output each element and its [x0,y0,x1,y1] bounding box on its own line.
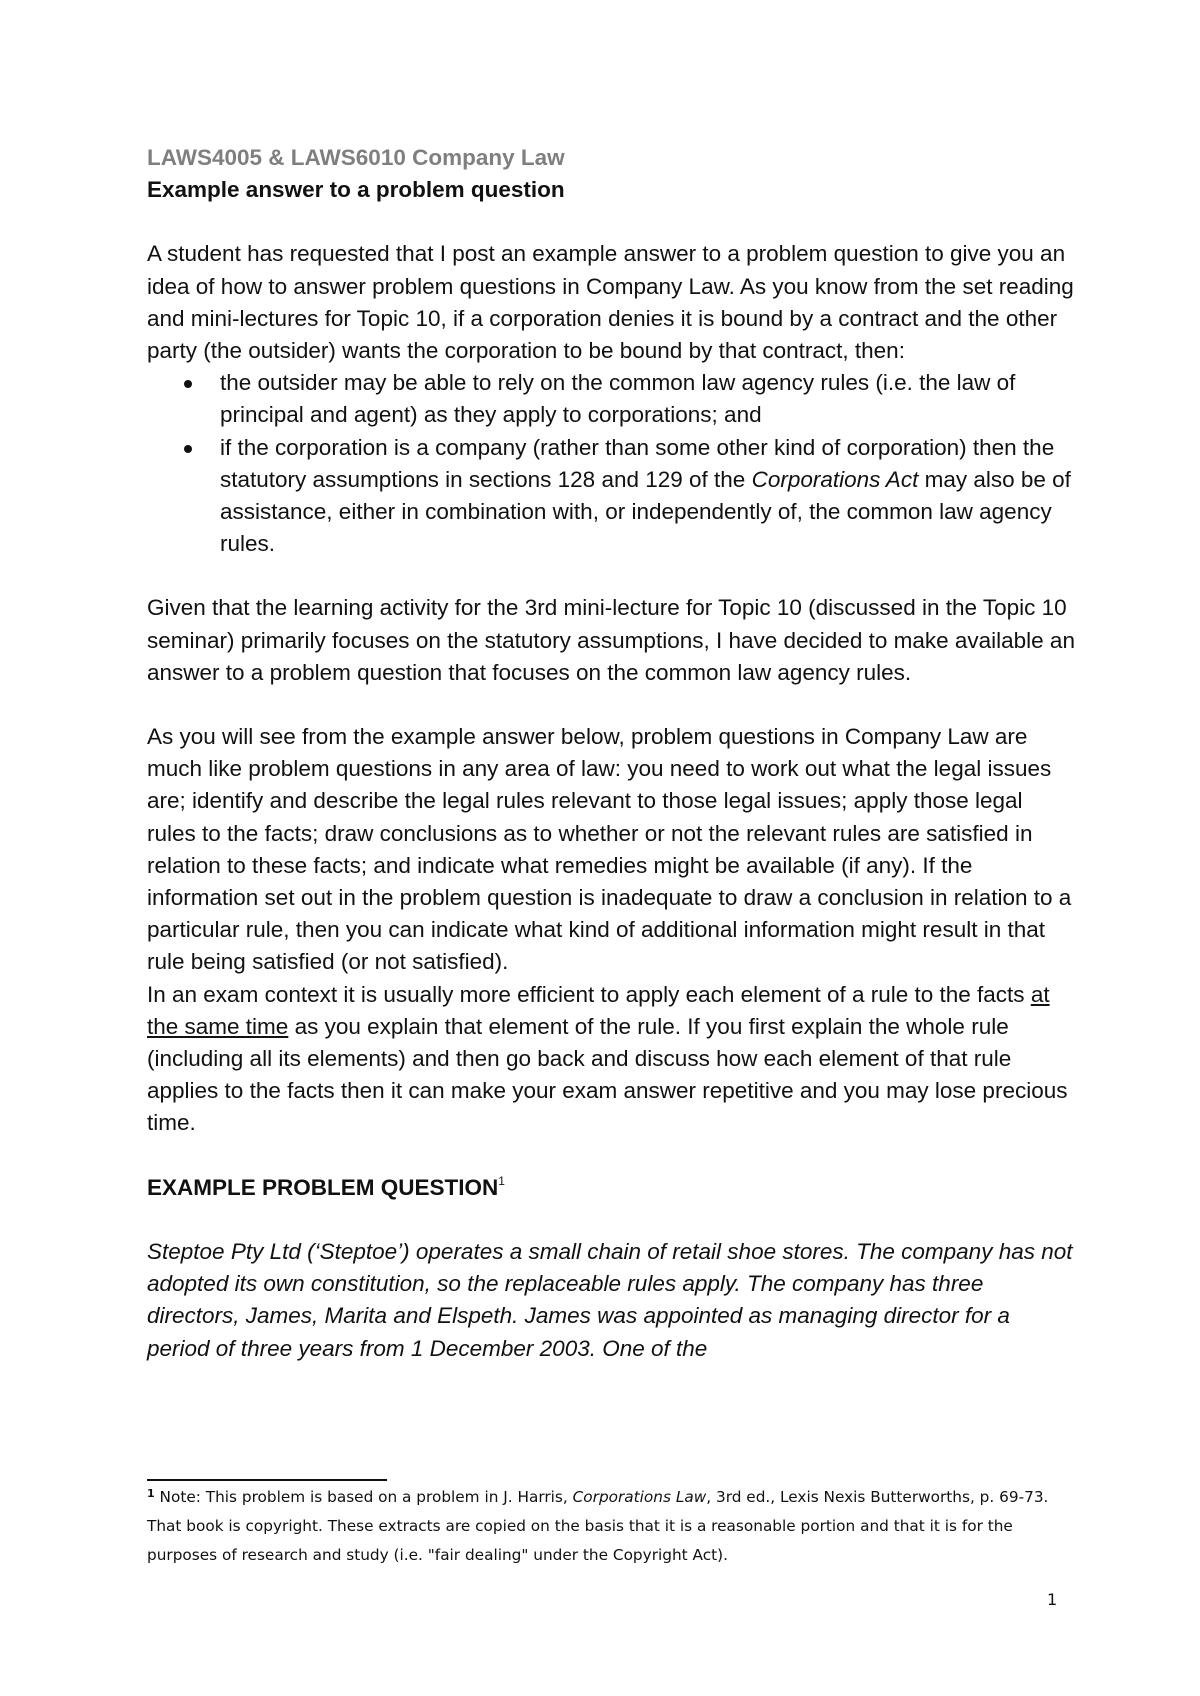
page-body [147,142,1077,1365]
example-answer-paragraph: As you will see from the example answer below, problem questions in Company Law are much like problem questions in any area of law: you need to work out what the legal issues are; identify and describe the legal rules relevant to those legal issues; apply those legal rules to the facts; draw conclusions as to whether or not the relevant rules are satisfied in relation to these facts; and indicate what remedies might be available (if any). If the information set out in the problem question is inadequate to draw a conclusion in relation to a particular rule, then you can indicate what kind of additional information might result in that rule being satisfied (or not satisfied). [147,724,1072,975]
exam-text-start: In an exam context it is usually more efficient to apply each element of a rule to the facts [147,981,1031,1007]
footnote [147,1483,1077,1570]
problem-heading-text: EXAMPLE PROBLEM QUESTION [147,1174,499,1200]
page-number: 1 [1047,1590,1058,1609]
bullet-text-end: may also be of assistance, either in combination with, or independently of, the common law agency rules. [220,466,1071,557]
bullet-icon [184,445,192,453]
document-subtitle: Example answer to a problem question [147,177,565,203]
intro-paragraph: A student has requested that I post an example answer to a problem question to give you an idea of how to answer problem questions in Company Law. As you know from the set reading and mini-lectures for Topic 10, if a corporation denies it is bound by a contract and the other party (the outsider) wants the corporation to be bound by that contract, then: [147,241,1074,364]
course-title: LAWS4005 & LAWS6010 Company Law [147,145,565,170]
book-title: Corporations Law [572,1488,707,1506]
bullet-text-start: if the corporation is a company (rather than some other kind of corporation) then the statutory assumptions in sections 128 and 129 of the [220,434,1055,492]
bullet-item [147,367,1077,431]
footnote-reference: 1 [498,1173,505,1188]
footnote-text-end: , 3rd ed., Lexis Nexis Butterworths, p. 69-73. That book is copyright. These extracts are copied on the basis that it is a reasonable portion and that it is for the purposes of research and study (i.e. "fair dealing" under the Copyright Act). [147,1488,1049,1564]
intro-bullet-list [147,367,1077,560]
problem-text: Steptoe Pty Ltd (‘Steptoe’) operates a small chain of retail shoe stores. The company has not adopted its own constitution, so the replaceable rules apply. The company has three directors, James, Marita and Elspeth. James was appointed as managing director for a period of three years from 1 December 2003. One of the [147,1238,1073,1361]
emphasis-underlined: at the same time [147,981,1050,1039]
footnote-text-start: Note: This problem is based on a problem in J. Harris, [154,1488,573,1506]
bullet-icon [184,380,192,388]
learning-activity-paragraph: Given that the learning activity for the 3rd mini-lecture for Topic 10 (discussed in the Topic 10 seminar) primarily focuses on the statutory assumptions, I have decided to make available an answer to a problem question that focuses on the common law agency rules. [147,595,1075,685]
exam-text-end: as you explain that element of the rule. If you first explain the whole rule (including all its elements) and then go back and discuss how each element of that rule applies to the facts then it can make your exam answer repetitive and you may lose precious time. [147,1013,1068,1136]
footnote-divider [147,1479,387,1481]
exam-context-paragraph [147,979,1077,1140]
act-title: Corporations Act [751,466,919,492]
bullet-item [147,432,1077,561]
bullet-text: the outsider may be able to rely on the common law agency rules (i.e. the law of principal and agent) as they apply to corporations; and [220,370,1016,428]
problem-heading [147,1172,1077,1204]
footnote-marker: 1 [147,1487,155,1500]
